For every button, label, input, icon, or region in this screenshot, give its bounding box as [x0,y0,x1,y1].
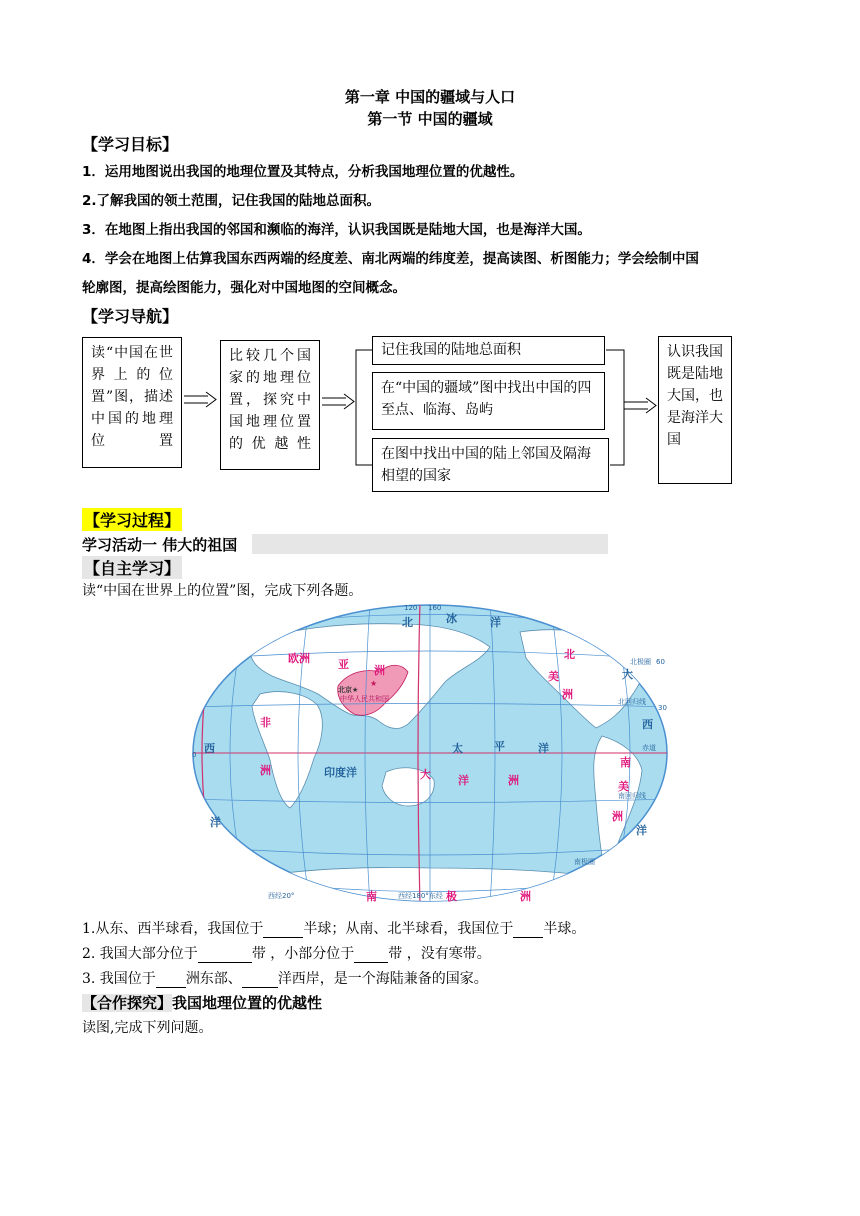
q3-blank-2[interactable] [242,971,278,988]
label-arctic: 北 [402,616,413,629]
q1-text-a: 1.从东、西半球看，我国位于 [82,921,264,937]
label-indian: 印度洋 [324,766,357,779]
label-na-2: 美 [548,670,559,683]
label-tropic-s: 南回归线 [618,792,646,800]
q3-text-c: 洋西岸，是一个海陆兼备的国家。 [277,971,488,987]
objective-4-cont: 轮廓图，提高绘图能力，强化对中国地图的空间概念。 [82,280,406,296]
label-arctic-circle: 北极圈 [630,658,651,666]
label-arctic-3: 洋 [490,616,501,629]
nav-box-conclusion: 认识我国既是陆地大国，也是海洋大国 [658,336,732,484]
label-equator: 赤道 [642,744,656,752]
q1-blank-2[interactable] [513,921,543,938]
star-icon: ★ [370,679,378,688]
cooperation-line [82,992,322,1013]
arrow-right-icon [322,394,354,409]
label-oceania: 大 [420,768,431,781]
label-atlantic-w: 西 [204,742,215,755]
label-west-meridian: 西经20° [268,892,295,900]
label-europe: 欧洲 [288,652,310,665]
q2-text-c: 带 ，没有寒带。 [388,946,491,962]
q3-text-b: 洲东部、 [185,971,242,987]
question-2 [82,943,491,963]
q3-blank-1[interactable] [156,971,186,988]
label-sa: 南 [620,756,631,769]
label-pacific-3: 洋 [538,742,549,755]
objectives-heading: 【学习目标】 [82,135,179,154]
chapter-title: 第一章 中国的疆域与人口 [344,88,516,106]
label-lon-160: 160 [428,604,442,612]
q3-text-a: 3. 我国位于 [82,971,156,987]
label-antarctica-1: 南 [366,890,377,903]
self-study-instruction: 读“中国在世界上的位置”图，完成下列各题。 [82,583,363,599]
label-pacific-2: 平 [494,740,505,753]
label-tropic-n: 北回归线 [618,698,646,706]
label-sa-2: 美 [618,780,629,793]
arrow-right-icon [624,398,656,413]
cooperation-topic: 我国地理位置的优越性 [172,994,323,1012]
question-3 [82,968,488,988]
self-study-heading: 【自主学习】 [82,556,182,579]
activity-title: 学习活动一 伟大的祖国 [82,536,238,554]
label-na: 北 [564,648,575,661]
q1-text-b: 半球；从南、北半球看，我国位于 [303,921,514,937]
label-prc: 中华人民共和国 [340,695,389,703]
nav-box-neighbors: 在图中找出中国的陆上邻国及隔海相望的国家 [372,438,609,492]
objective-2: 2.了解我国的领土范围，记住我国的陆地总面积。 [82,193,381,209]
q1-blank-1[interactable] [263,921,303,938]
label-lat-0: 0 [192,751,197,759]
label-date-line: 西经180°东经 [398,892,443,900]
objective-4: 4．学会在地图上估算我国东西两端的经度差、南北两端的纬度差，提高读图、析图能力；学会绘制中国 [82,251,699,267]
objective-3: 3．在地图上指出我国的邻国和濒临的海洋，认识我国既是陆地大国，也是海洋大国。 [82,222,591,238]
q2-blank-1[interactable] [198,946,252,963]
question-1 [82,918,585,938]
label-lat-60: 60 [656,658,665,666]
section-title: 第一节 中国的疆域 [367,110,493,128]
objective-1: 1．运用地图说出我国的地理位置及其特点，分析我国地理位置的优越性。 [82,164,524,180]
q2-text-b: 带 ，小部分位于 [251,946,355,962]
label-asia-2: 洲 [374,664,385,677]
q2-text-a: 2. 我国大部分位于 [82,946,198,962]
nav-box-read-map: 读“中国在世界上的位置”图，描述中国的地理位置 [82,337,182,468]
navigation-connectors [0,0,860,520]
cooperation-heading: 【合作探究】 [82,994,173,1012]
label-lat-30: 30 [658,704,667,712]
label-antarctica-2: 极 [446,890,457,903]
label-antarctic-circle: 南极圈 [574,858,595,866]
label-africa: 非 [260,716,271,729]
label-arctic-2: 冰 [446,612,457,625]
label-atlantic-w2: 洋 [210,816,221,829]
label-atlantic-e3: 洋 [636,824,647,837]
label-pacific-1: 太 [452,742,463,755]
label-sa-3: 洲 [612,810,623,823]
nav-box-area: 记住我国的陆地总面积 [372,336,605,365]
label-oceania-2: 洋 [458,774,469,787]
navigation-heading: 【学习导航】 [82,307,179,326]
q1-text-c: 半球。 [543,921,586,937]
label-na-3: 洲 [562,688,573,701]
arrow-right-icon [184,392,216,407]
label-atlantic-e: 大 [622,668,633,681]
label-asia: 亚 [338,658,349,671]
cooperation-instruction: 读图,完成下列问题。 [82,1020,213,1036]
nav-box-extremes: 在“中国的疆域”图中找出中国的四至点、临海、岛屿 [372,372,605,430]
label-lon-120: 120 [404,604,418,612]
process-heading: 【学习过程】 [82,508,182,531]
nav-box-compare: 比较几个国家的地理位置，探究中国地理位置的优越性 [220,340,320,470]
label-antarctica-3: 洲 [520,890,531,903]
label-beijing: 北京★ [338,686,359,694]
world-map [190,602,670,904]
q2-blank-2[interactable] [354,946,388,963]
label-atlantic-e2: 西 [642,718,653,731]
label-oceania-3: 洲 [508,774,519,787]
label-africa-2: 洲 [260,764,271,777]
